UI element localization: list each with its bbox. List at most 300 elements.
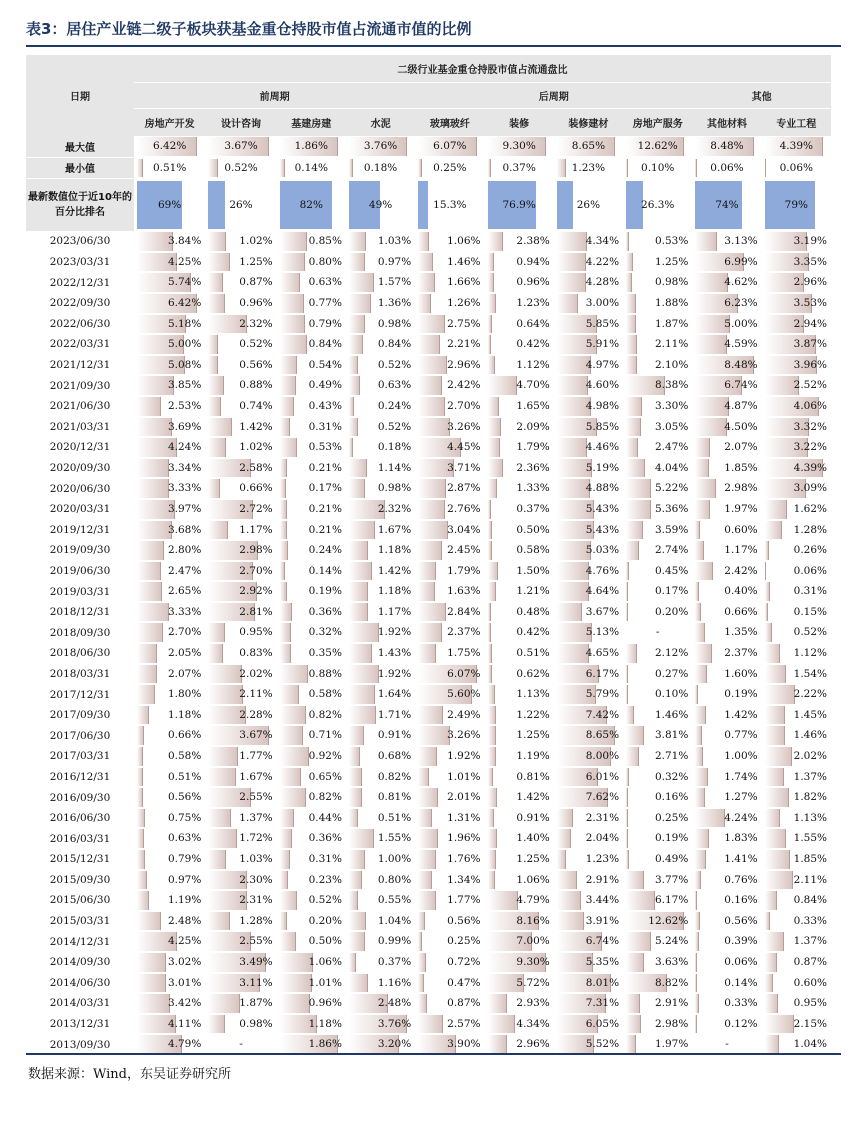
value-text: 2.36% — [516, 461, 550, 474]
value-cell — [277, 870, 346, 891]
value-cell — [762, 828, 831, 849]
value-text: 2.47% — [167, 564, 202, 577]
date-cell: 2015/09/30 — [49, 873, 111, 886]
value-bar — [557, 891, 581, 910]
value-cell — [623, 1034, 692, 1055]
value-bar — [765, 706, 785, 725]
table-row — [26, 643, 831, 664]
value-bar — [349, 829, 374, 848]
value-text: 1.67% — [377, 523, 412, 536]
value-text: 2.72% — [239, 502, 273, 515]
value-text: 0.88% — [308, 667, 342, 680]
value-cell — [554, 231, 623, 252]
value-text: 0.60% — [724, 523, 758, 536]
value-cell — [554, 725, 623, 746]
value-text: 0.49% — [308, 379, 342, 392]
value-text: 0.63% — [167, 832, 202, 845]
value-text: 0.63% — [377, 379, 412, 392]
value-cell — [205, 890, 276, 911]
value-cell — [277, 293, 346, 314]
value-text: 4.45% — [447, 441, 481, 454]
value-text: 1.06% — [447, 235, 481, 248]
value-cell — [485, 272, 554, 293]
value-text: 0.95% — [793, 997, 827, 1010]
value-cell — [205, 931, 276, 952]
value-bar — [418, 273, 435, 292]
value-text: 0.51% — [516, 647, 550, 660]
value-text: 2.31% — [585, 811, 620, 824]
value-bar — [137, 644, 157, 663]
date-cell: 2017/09/30 — [49, 709, 111, 722]
value-text: 0.51% — [152, 161, 187, 174]
value-text: 4.25% — [167, 935, 202, 948]
value-cell — [346, 231, 415, 252]
value-bar — [418, 582, 434, 601]
date-cell: 2019/09/30 — [49, 544, 111, 557]
value-bar — [280, 850, 291, 869]
value-cell — [346, 293, 415, 314]
value-cell — [205, 1034, 276, 1055]
rank-value: 76.9% — [502, 199, 536, 212]
value-cell — [277, 911, 346, 932]
value-cell — [554, 157, 623, 179]
table-row — [26, 561, 831, 582]
value-text: 6.07% — [447, 667, 481, 680]
value-bar — [488, 356, 496, 375]
value-text: 4.65% — [585, 647, 620, 660]
value-bar — [137, 459, 169, 478]
value-bar — [488, 850, 497, 869]
value-bar — [488, 315, 493, 334]
value-cell — [415, 520, 484, 541]
value-cell — [623, 334, 692, 355]
value-text: 0.66% — [239, 482, 273, 495]
value-cell — [277, 643, 346, 664]
value-text: 0.31% — [308, 420, 342, 433]
value-text: 1.97% — [724, 502, 758, 515]
value-text: 1.77% — [239, 750, 273, 763]
value-bar — [280, 994, 311, 1013]
value-bar — [208, 912, 230, 931]
column-header: 玻璃玻纤 — [415, 108, 484, 136]
value-bar — [626, 335, 637, 354]
value-text: 0.58% — [308, 688, 342, 701]
value-text: 3.96% — [793, 358, 827, 371]
value-cell — [623, 520, 692, 541]
value-cell — [762, 952, 831, 973]
rank-value: 79% — [784, 199, 808, 212]
value-text: 5.91% — [585, 338, 620, 351]
value-text: 3.35% — [793, 255, 827, 268]
value-bar — [208, 994, 239, 1013]
value-cell — [346, 808, 415, 829]
date-cell: 2016/03/31 — [49, 832, 111, 845]
value-bar — [280, 335, 307, 354]
value-bar — [488, 829, 498, 848]
value-cell — [205, 396, 276, 417]
value-text: 1.54% — [793, 667, 827, 680]
value-text: 1.85% — [724, 461, 758, 474]
value-text: 5.00% — [724, 317, 758, 330]
value-cell — [346, 1034, 415, 1055]
value-text: 2.74% — [654, 544, 689, 557]
value-text: 1.23% — [585, 853, 620, 865]
value-cell — [346, 136, 415, 157]
value-cell — [485, 417, 554, 438]
table-row — [26, 417, 831, 438]
value-text: 1.02% — [239, 441, 273, 454]
value-bar — [349, 850, 365, 869]
value-text: 5.43% — [585, 523, 620, 536]
value-bar — [349, 953, 356, 972]
value-cell — [205, 561, 276, 582]
value-cell — [623, 725, 692, 746]
value-text: 1.19% — [167, 894, 202, 907]
value-text: 4.79% — [516, 894, 550, 907]
value-bar — [488, 871, 496, 890]
value-text: 1.50% — [516, 564, 550, 577]
value-text: 4.60% — [585, 379, 620, 392]
rank-cell — [134, 179, 205, 232]
value-bar — [208, 850, 226, 869]
table-row — [26, 931, 831, 952]
value-text: 3.49% — [239, 955, 273, 968]
value-bar — [137, 974, 166, 993]
value-text: 0.16% — [654, 791, 689, 804]
value-bar — [349, 356, 358, 375]
value-cell — [692, 458, 761, 479]
value-bar — [488, 1035, 507, 1054]
value-text: 6.05% — [585, 1017, 620, 1030]
value-cell — [346, 849, 415, 870]
value-cell — [485, 458, 554, 479]
value-text: 4.24% — [724, 811, 758, 824]
value-text: 5.60% — [447, 688, 481, 701]
value-text: 0.81% — [377, 791, 412, 804]
value-text: 0.52% — [239, 338, 273, 351]
value-cell — [346, 396, 415, 417]
value-bar — [488, 582, 496, 601]
value-text: 2.96% — [516, 1038, 550, 1051]
table-row — [26, 808, 831, 829]
value-text: 0.06% — [779, 161, 813, 174]
value-cell — [692, 437, 761, 458]
value-cell — [415, 499, 484, 520]
value-text: 0.26% — [793, 544, 827, 557]
value-bar — [349, 932, 365, 951]
value-text: 1.82% — [793, 791, 827, 804]
value-cell — [554, 375, 623, 396]
value-cell — [692, 396, 761, 417]
value-bar — [349, 747, 360, 766]
value-cell — [623, 622, 692, 643]
value-text: 1.17% — [724, 544, 758, 557]
table-row — [26, 870, 831, 891]
rank-cell — [623, 179, 692, 232]
value-cell — [415, 396, 484, 417]
value-bar — [626, 397, 642, 416]
value-text: 1.57% — [377, 276, 412, 289]
value-cell — [485, 478, 554, 499]
value-bar — [137, 994, 170, 1013]
value-bar — [488, 376, 518, 395]
value-cell — [205, 849, 276, 870]
value-text: 4.34% — [516, 1017, 550, 1030]
value-text: 0.35% — [308, 647, 342, 660]
value-text: 7.31% — [585, 997, 620, 1010]
value-cell — [554, 828, 623, 849]
value-text: 6.23% — [724, 296, 758, 309]
value-cell — [134, 643, 205, 664]
date-cell: 2014/12/31 — [49, 935, 111, 948]
value-cell — [692, 478, 761, 499]
value-text: 0.18% — [363, 161, 398, 174]
value-bar — [695, 932, 699, 951]
value-cell — [762, 1014, 831, 1035]
value-bar — [280, 726, 303, 745]
table-title: 表3：居住产业链二级子板块获基金重仓持股市值占流通市值的比例 — [26, 20, 472, 38]
value-cell — [485, 437, 554, 458]
value-cell — [485, 520, 554, 541]
table-row — [26, 890, 831, 911]
value-bar — [488, 253, 495, 272]
value-cell — [692, 334, 761, 355]
value-text: 2.98% — [654, 1017, 689, 1030]
value-bar — [137, 479, 169, 498]
value-bar — [765, 562, 767, 581]
value-cell — [623, 157, 692, 179]
value-bar — [280, 253, 306, 272]
value-text: 0.32% — [654, 770, 689, 783]
value-cell — [623, 561, 692, 582]
value-cell — [134, 136, 205, 157]
value-text: 0.21% — [308, 523, 342, 536]
value-cell — [692, 931, 761, 952]
value-bar — [765, 1015, 794, 1034]
value-cell — [134, 767, 205, 788]
value-text: 1.33% — [516, 482, 550, 495]
value-text: 1.25% — [239, 255, 273, 268]
value-bar — [418, 1015, 443, 1034]
value-cell — [692, 746, 761, 767]
value-text: 1.92% — [377, 626, 412, 639]
rank-value: 26% — [229, 199, 253, 212]
value-text: - — [655, 626, 660, 639]
value-text: 2.94% — [793, 317, 827, 330]
value-bar — [280, 603, 292, 622]
rank-value: 26% — [576, 199, 601, 212]
value-bar — [626, 500, 651, 519]
value-cell — [205, 417, 276, 438]
data-section — [26, 231, 831, 1055]
value-bar — [208, 747, 238, 766]
value-text: 1.22% — [516, 708, 550, 721]
value-cell — [485, 1034, 554, 1055]
value-text: 8.82% — [654, 976, 689, 989]
group-header-other: 其他 — [692, 82, 831, 108]
value-bar — [695, 438, 710, 457]
value-bar — [765, 768, 784, 787]
value-cell — [762, 1034, 831, 1055]
value-cell — [762, 355, 831, 376]
value-bar — [280, 232, 307, 251]
value-text: 0.21% — [308, 502, 342, 515]
value-bar — [137, 788, 143, 807]
value-text: 2.09% — [516, 420, 550, 433]
value-text: 1.03% — [377, 235, 412, 248]
value-text: 1.55% — [793, 832, 827, 845]
value-text: 0.16% — [724, 894, 758, 907]
value-cell — [134, 375, 205, 396]
value-cell — [485, 375, 554, 396]
value-bar — [418, 706, 442, 725]
value-text: 7.42% — [585, 708, 620, 721]
value-bar — [137, 665, 157, 684]
value-bar — [280, 809, 295, 828]
value-text: 0.25% — [447, 935, 481, 948]
value-bar — [418, 479, 446, 498]
value-text: 0.14% — [294, 161, 328, 174]
value-text: 0.91% — [516, 811, 550, 824]
value-text: 2.07% — [167, 667, 202, 680]
value-bar — [349, 438, 353, 457]
rank-value: 69% — [157, 199, 182, 212]
value-cell — [485, 890, 554, 911]
value-bar — [488, 809, 495, 828]
value-bar — [208, 829, 237, 848]
rank-cell — [485, 179, 554, 232]
value-cell — [554, 272, 623, 293]
value-text: 1.96% — [447, 832, 481, 845]
value-bar — [208, 232, 225, 251]
value-cell — [623, 375, 692, 396]
value-text: 2.01% — [447, 791, 481, 804]
value-bar — [765, 953, 777, 972]
value-text: 0.43% — [308, 399, 342, 412]
value-text: 2.96% — [447, 358, 481, 371]
column-header: 房地产服务 — [623, 108, 692, 136]
value-cell — [415, 252, 484, 273]
value-bar — [488, 644, 492, 663]
value-cell — [692, 870, 761, 891]
value-cell — [554, 684, 623, 705]
value-cell — [623, 602, 692, 623]
value-cell — [623, 993, 692, 1014]
value-bar — [280, 356, 298, 375]
value-cell — [485, 849, 554, 870]
value-cell — [277, 478, 346, 499]
rank-value: 74% — [715, 199, 739, 212]
value-cell — [554, 478, 623, 499]
value-bar — [280, 644, 292, 663]
value-text: 4.28% — [585, 276, 620, 289]
value-text: 0.68% — [377, 750, 412, 763]
value-cell — [554, 355, 623, 376]
value-text: 0.98% — [377, 317, 412, 330]
value-bar — [349, 623, 379, 642]
value-text: 8.65% — [585, 729, 620, 742]
value-cell — [554, 293, 623, 314]
value-text: 0.58% — [516, 544, 550, 557]
value-bar — [765, 726, 785, 745]
value-text: 0.18% — [377, 441, 412, 454]
value-text: 2.49% — [447, 708, 481, 721]
date-cell: 2019/12/31 — [49, 523, 111, 536]
value-text: 2.98% — [239, 544, 273, 557]
value-cell — [134, 952, 205, 973]
value-text: 4.39% — [793, 461, 827, 474]
value-text: 3.30% — [654, 399, 689, 412]
value-bar — [765, 974, 774, 993]
value-bar — [418, 953, 426, 972]
value-bar — [488, 994, 507, 1013]
value-text: 1.23% — [571, 161, 606, 174]
value-text: 2.53% — [167, 399, 202, 412]
value-cell — [762, 520, 831, 541]
rank-cell — [692, 179, 761, 232]
value-text: 0.23% — [308, 873, 342, 886]
value-cell — [346, 952, 415, 973]
value-cell — [415, 767, 484, 788]
value-text: 0.50% — [516, 523, 550, 536]
value-text: 1.87% — [239, 997, 273, 1010]
value-bar — [349, 582, 368, 601]
value-cell — [554, 808, 623, 829]
value-cell — [277, 828, 346, 849]
value-text: 0.96% — [308, 997, 342, 1010]
value-cell — [692, 417, 761, 438]
date-cell: 2017/03/31 — [49, 750, 111, 763]
date-cell: 2020/06/30 — [49, 482, 111, 495]
value-text: 4.04% — [654, 461, 689, 474]
value-text: 0.64% — [516, 317, 550, 330]
value-text: 2.42% — [724, 564, 758, 577]
value-text: 3.34% — [167, 461, 202, 474]
table-row — [26, 973, 831, 994]
value-text: 1.14% — [377, 461, 412, 474]
value-cell — [485, 581, 554, 602]
value-text: 2.15% — [793, 1017, 827, 1030]
value-cell — [346, 973, 415, 994]
date-cell: 2019/06/30 — [49, 564, 111, 577]
value-text: 3.77% — [654, 873, 689, 886]
value-bar — [349, 974, 368, 993]
value-cell — [415, 231, 484, 252]
value-bar — [418, 521, 448, 540]
value-bar — [349, 891, 358, 910]
value-text: 1.04% — [377, 914, 412, 927]
value-cell — [415, 458, 484, 479]
column-header: 房地产开发 — [134, 108, 205, 136]
rank-cell — [415, 179, 484, 232]
value-bar — [488, 603, 492, 622]
value-cell — [623, 849, 692, 870]
value-text: 2.02% — [239, 667, 273, 680]
value-text: 0.50% — [308, 935, 342, 948]
value-text: 3.67% — [239, 729, 273, 742]
value-cell — [554, 767, 623, 788]
value-cell — [762, 252, 831, 273]
rank-value: 49% — [368, 199, 393, 212]
value-cell — [554, 581, 623, 602]
value-cell — [623, 973, 692, 994]
date-cell: 2020/03/31 — [49, 503, 111, 516]
value-text: 2.10% — [654, 358, 689, 371]
value-cell — [134, 705, 205, 726]
value-text: 2.48% — [377, 997, 412, 1010]
value-text: 1.45% — [793, 708, 827, 721]
value-text: 0.87% — [447, 997, 481, 1010]
